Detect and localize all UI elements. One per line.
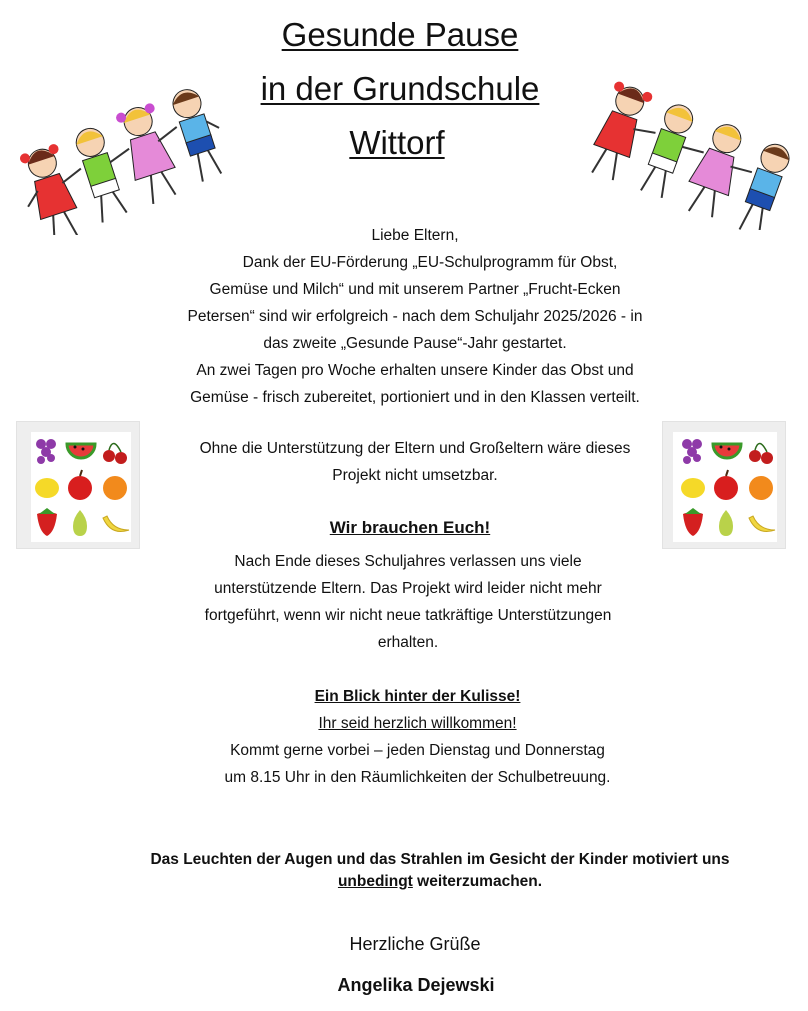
closing-statement (112, 849, 768, 893)
orange-icon (103, 476, 127, 500)
watermelon-icon (67, 444, 95, 458)
intro-line: das zweite „Gesunde Pause“-Jahr gestartet. (263, 335, 567, 352)
blick-section (150, 683, 685, 791)
intro-line: Gemüse und Milch“ und mit unserem Partner „Frucht-Ecken (209, 281, 621, 298)
closing-part1: Das Leuchten der Augen und das Strahlen im Gesicht der Kinder motiviert uns (150, 851, 730, 868)
intro-line: Petersen“ sind wir erfolgreich - nach dem Schuljahr 2025/2026 - in (187, 308, 643, 325)
need-paragraph (148, 548, 668, 656)
visit-line: Kommt gerne vorbei – jeden Dienstag und Donnerstag (230, 742, 605, 759)
watermelon-icon (713, 444, 741, 458)
fruit-grid-right (662, 421, 786, 549)
intro-line: Dank der EU-Förderung „EU-Schulprogramm für Obst, (242, 254, 618, 271)
support-line: Projekt nicht umsetzbar. (332, 467, 498, 484)
title-line-1: Gesunde Pause (281, 16, 519, 53)
support-paragraph (150, 435, 680, 489)
fruit-icons (663, 422, 787, 550)
need-line: Nach Ende dieses Schuljahres verlassen uns viele (234, 553, 582, 570)
intro-paragraph (150, 222, 680, 411)
need-line: erhalten. (377, 634, 439, 651)
closing-part2: weiterzumachen. (412, 873, 543, 890)
need-heading: Wir brauchen Euch! (329, 518, 491, 537)
welcome-line: Ihr seid herzlich willkommen! (318, 715, 517, 732)
support-line: Ohne die Unterstützung der Eltern und Großeltern wäre dieses (199, 440, 631, 457)
children-holding-hands-right (580, 80, 800, 230)
fruit-icons (17, 422, 141, 550)
lemon-icon (681, 478, 705, 498)
need-line: unterstützende Eltern. Das Projekt wird leider nicht mehr (214, 580, 602, 597)
lemon-icon (35, 478, 59, 498)
intro-line: An zwei Tagen pro Woche erhalten unsere Kinder das Obst und (196, 362, 634, 379)
intro-line: Gemüse - frisch zubereitet, portioniert und in den Klassen verteilt. (190, 389, 640, 406)
fruit-grid-left (16, 421, 140, 549)
greeting: Herzliche Grüße (349, 934, 481, 954)
blick-heading: Ein Blick hinter der Kulisse! (314, 688, 521, 705)
time-line: um 8.15 Uhr in den Räumlichkeiten der Schulbetreuung. (224, 769, 611, 786)
salutation: Liebe Eltern, (371, 227, 459, 244)
orange-icon (749, 476, 773, 500)
signature: Angelika Dejewski (337, 975, 495, 995)
closing-underlined: unbedingt (337, 873, 413, 890)
title-line-2: in der Grundschule (260, 70, 540, 107)
need-line: fortgeführt, wenn wir nicht neue tatkräftige Unterstützungen (204, 607, 612, 624)
children-holding-hands-left (10, 85, 225, 235)
title-line-3: Wittorf (349, 124, 445, 161)
